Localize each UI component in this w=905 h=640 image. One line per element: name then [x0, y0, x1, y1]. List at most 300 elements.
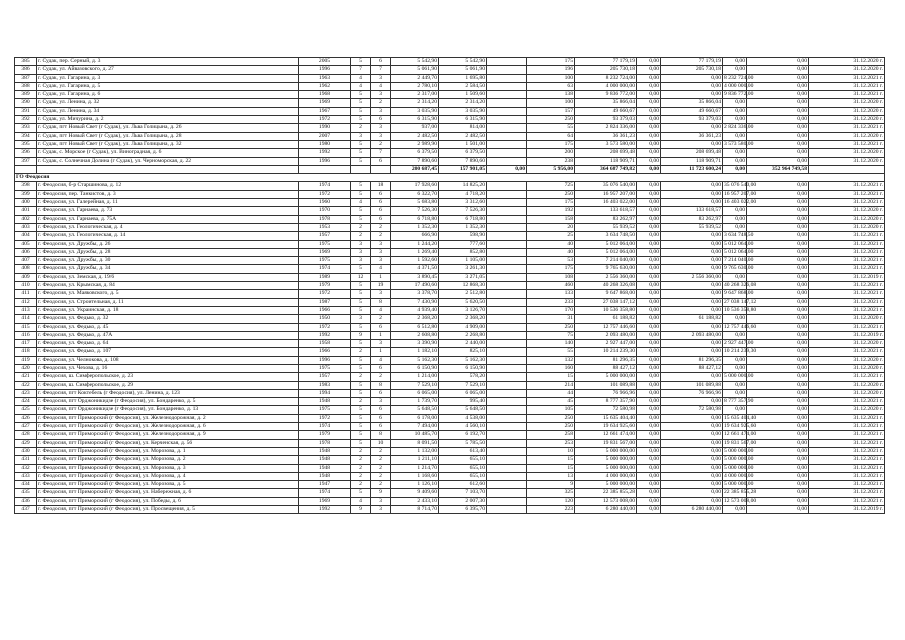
cell-residents: 133: [527, 290, 575, 298]
cell-nonres-area: [487, 406, 527, 414]
cell-entrances: 6: [371, 389, 391, 397]
table-row: [15, 364, 885, 372]
cell-deadline: 31.12.2021 г.: [809, 414, 885, 422]
cell-address: г. Судак, пгт Новый Свет (г Судак), ул. Льва Голицына, д. 26: [37, 124, 299, 132]
cell-floors: 2: [351, 481, 371, 489]
cell-build-year: 1972: [299, 116, 351, 124]
cell-cost-2021: 0,00: [747, 190, 809, 198]
cell-total-area: 6 150,90: [391, 364, 439, 372]
cell-entrances: 6: [371, 423, 391, 431]
cell-cost-zero: 5 000 000,00: [724, 373, 754, 380]
cell-nonres-area: [487, 223, 527, 231]
cell-nonres-area: [487, 423, 527, 431]
cell-floors: 9: [351, 506, 371, 514]
cell-cost-2021: 0,00: [747, 132, 809, 140]
sudak-total-row: [15, 165, 885, 173]
cell-deadline: 31.12.2021 г.: [809, 240, 885, 248]
cell-row-number: 436: [15, 497, 37, 505]
cell-cost-2020: 0,00: [661, 423, 723, 431]
cell-residents: 196: [527, 66, 575, 74]
cell-cost-2020: 0,00: [661, 232, 723, 240]
cell-cost-2021: 0,00: [747, 290, 809, 298]
cell-total-area: 6 512,80: [391, 323, 439, 331]
cell-fund-zero: 0,00: [637, 199, 661, 207]
cell-address: г. Феодосия, ул. Федько, д. 32: [37, 315, 299, 323]
cell-build-year: 1996: [299, 157, 351, 165]
cell-total-cost: 5 000 000,00: [575, 456, 637, 464]
cell-total-area: 3 890,45: [391, 273, 439, 281]
cell-nonres-area: [487, 99, 527, 107]
table-body-feodosia: [15, 182, 885, 514]
cell-nonres-area: [487, 340, 527, 348]
table-row: [15, 423, 885, 431]
cell-nonres-area: [487, 381, 527, 389]
cell-residents: 250: [527, 116, 575, 124]
cell-fund-zero: 0,00: [637, 207, 661, 215]
cell-total-area: 9 409,60: [391, 489, 439, 497]
cell-residents: 9: [527, 481, 575, 489]
cell-address: г. Феодосия, ул. Федько, д. 107: [37, 348, 299, 356]
cell-build-year: 1963: [299, 74, 351, 82]
cell-nonres-area: [487, 389, 527, 397]
cell-fund-zero: 0,00: [637, 472, 661, 480]
cell-fund-zero: 0,00: [637, 464, 661, 472]
cell-cost-2020: 0,00: [661, 282, 723, 290]
cell-cost-2020: 93 379,03: [661, 116, 723, 124]
cell-living-area: 613,40: [439, 447, 487, 455]
cell-floors: 2: [351, 447, 371, 455]
cell-nonres-area: [487, 232, 527, 240]
table-row: [15, 389, 885, 397]
cell-row-number: 390: [15, 99, 37, 107]
cell-build-year: 1994: [299, 389, 351, 397]
cell-total-cost: 3 573 580,00: [575, 140, 637, 148]
cell-build-year: 2007: [299, 132, 351, 140]
cell-build-year: 1948: [299, 398, 351, 406]
cell-fund-zero: 0,00: [637, 481, 661, 489]
cell-fund-zero: 0,00: [637, 364, 661, 372]
cell-row-number: 406: [15, 248, 37, 256]
cell-deadline: 31.12.2020 г.: [809, 389, 885, 397]
cell-row-number: 432: [15, 464, 37, 472]
cell-cost-2021: 0,00: [747, 398, 809, 406]
cell-cost-2021: 0,00: [747, 431, 809, 439]
cell-nonres-area: [487, 82, 527, 90]
cell-total-area: 7 890,60: [391, 157, 439, 165]
cell-nonres-area: [487, 472, 527, 480]
cell-cost-2020: 0,00: [661, 497, 723, 505]
cell-total-cost: 88 427,12: [575, 364, 637, 372]
cell-entrances: 2: [371, 481, 391, 489]
cell-cost-2021: 0,00: [747, 323, 809, 331]
cell-living-area: 4 560,10: [439, 423, 487, 431]
cell-deadline: 31.12.2021 г.: [809, 257, 885, 265]
table-row: [15, 464, 885, 472]
cell-total-area: 2 780,10: [391, 82, 439, 90]
table-row: [15, 132, 885, 140]
cell-total-cost: 12 757 446,60: [575, 323, 637, 331]
cell-residents: 250: [527, 414, 575, 422]
cell-row-number: 421: [15, 373, 37, 381]
cell-entrances: 6: [371, 58, 391, 66]
cell-residents: 45: [527, 398, 575, 406]
cell-total-cost: 81 296,35: [575, 356, 637, 364]
cell-living-area: 14 825,20: [439, 182, 487, 190]
cell-cost-zero: 5 000 000,00: [724, 481, 754, 488]
table-row: [15, 215, 885, 223]
cell-row-number: 413: [15, 306, 37, 314]
cell-build-year: 1983: [299, 381, 351, 389]
document-sheet: [14, 57, 884, 514]
cell-total-area: 2 368,20: [391, 315, 439, 323]
cell-floors: 5: [351, 290, 371, 298]
cell-address: г. Феодосия, пгт Приморский (г Феодосия), ул. Набережная, д. 6: [37, 489, 299, 497]
cell-cost-2020: 118 909,71: [661, 157, 723, 165]
cell-nonres-area: [487, 124, 527, 132]
cell-total-area: 2 482,50: [391, 132, 439, 140]
cell-total-cost: 5 000 000,00: [575, 373, 637, 381]
cell-total-cost: 5 000 000,00: [575, 447, 637, 455]
cell-address: г. Феодосия, пгт Приморский (г Феодосия), ул. Морозова, д. 5: [37, 481, 299, 489]
cell-living-area: 2 482,50: [439, 132, 487, 140]
cell-row-number: 392: [15, 116, 37, 124]
cell-build-year: 1996: [299, 356, 351, 364]
cell-address: г. Судак, ул. Гагарина, д. 6: [37, 91, 299, 99]
cell-build-year: 1948: [299, 456, 351, 464]
cell-cost-zero: 0,00: [723, 149, 747, 157]
cell-deadline: 31.12.2021 г.: [809, 456, 885, 464]
cell-cost-2020: 0,00: [661, 257, 723, 265]
table-row: [15, 323, 885, 331]
cell-build-year: 1953: [299, 223, 351, 231]
cell-cost-zero: 40 268 326,08: [724, 282, 757, 289]
cell-address: г. Феодосия, ул. Чехова, д. 16: [37, 364, 299, 372]
cell-total-cost: 118 909,71: [575, 157, 637, 165]
cell-fund-zero: 0,00: [637, 140, 661, 148]
cell-cost-2020: 2 556 360,00: [661, 273, 723, 281]
cell-fund-zero: 0,00: [637, 182, 661, 190]
cell-row-number: 416: [15, 331, 37, 339]
cell-total-cost: 4 000 000,00: [575, 472, 637, 480]
cell-deadline: 31.12.2021 г.: [809, 348, 885, 356]
cell-entrances: 2: [371, 472, 391, 480]
cell-deadline: 31.12.2021 г.: [809, 199, 885, 207]
cell-address: г. Феодосия, б-р Старшинова, д. 12: [37, 182, 299, 190]
cell-cost-2020: 0,00: [661, 464, 723, 472]
cell-cost-2020: 0,00: [661, 199, 723, 207]
cell-deadline: 31.12.2021 г.: [809, 74, 885, 82]
cell-build-year: 1979: [299, 431, 351, 439]
cell-total-area: 1 182,10: [391, 348, 439, 356]
cell-nonres-area: [487, 182, 527, 190]
cell-cost-2021: 0,00: [747, 232, 809, 240]
cell-deadline: 31.12.2020 г.: [809, 223, 885, 231]
cell-build-year: 1974: [299, 265, 351, 273]
cell-total-area: 1 126,10: [391, 481, 439, 489]
cell-total-area: 2 433,10: [391, 497, 439, 505]
cell-cost-2020: 0,00: [661, 306, 723, 314]
cell-total-cost: 5 000 000,00: [575, 481, 637, 489]
cell-cost-zero: 15 635 404,40: [724, 414, 757, 421]
cell-build-year: 1966: [299, 306, 351, 314]
table-row: [15, 414, 885, 422]
cell-row-number: 400: [15, 199, 37, 207]
cell-residents: 13: [527, 472, 575, 480]
cell-fund-zero: 0,00: [637, 99, 661, 107]
cell-cost-zero: 0,00: [723, 364, 747, 372]
cell-living-area: 6 315,90: [439, 116, 487, 124]
table-row: [15, 140, 885, 148]
cell-cost-zero: 0,00: [723, 506, 747, 514]
cell-build-year: 1972: [299, 290, 351, 298]
cell-cost-2021: 0,00: [747, 406, 809, 414]
table-row: [15, 340, 885, 348]
cell-nonres-area: [487, 140, 527, 148]
cell-floors: 5: [351, 298, 371, 306]
cell-nonres-area: [487, 257, 527, 265]
cell-fund-zero: 0,00: [637, 58, 661, 66]
cell-entrances: 6: [371, 116, 391, 124]
cell-cost-2021: 0,00: [747, 497, 809, 505]
cell-deadline: 31.12.2021 г.: [809, 82, 885, 90]
cell-floors: 12: [351, 273, 371, 281]
cell-entrances: 2: [371, 373, 391, 381]
cell-fund-zero: 0,00: [637, 340, 661, 348]
cell-build-year: 1969: [299, 497, 351, 505]
cell-living-area: 852,80: [439, 248, 487, 256]
cell-cost-zero: 3 634 748,50: [724, 232, 754, 239]
cell-living-area: 598,90: [439, 232, 487, 240]
cell-entrances: 2: [371, 223, 391, 231]
cell-nonres-area: [487, 273, 527, 281]
cell-entrances: 8: [371, 431, 391, 439]
cell-address: г. Судак, пгт Новый Свет (г Судак), ул. Льва Голицына, д. 28: [37, 132, 299, 140]
cell-address: г. Судак, ул. Айвазовского, д. 27: [37, 66, 299, 74]
cell-residents: 108: [527, 273, 575, 281]
cell-entrances: 10: [371, 439, 391, 447]
cell-cost-zero: 0,00: [723, 116, 747, 124]
cell-floors: 3: [351, 248, 371, 256]
cell-living-area: 4 718,20: [439, 190, 487, 198]
table-row: [15, 497, 885, 505]
cell-floors: 5: [351, 157, 371, 165]
cell-cost-2020: 35 866,04: [661, 99, 723, 107]
cell-deadline: 31.12.2021 г.: [809, 232, 885, 240]
cell-floors: 5: [351, 414, 371, 422]
cell-fund-zero: 0,00: [637, 91, 661, 99]
cell-deadline: 31.12.2020 г.: [809, 149, 885, 157]
table-row: [15, 149, 885, 157]
cell-fund-zero: 0,00: [637, 232, 661, 240]
cell-residents: 175: [527, 58, 575, 66]
table-row: [15, 282, 885, 290]
cell-build-year: 1947: [299, 481, 351, 489]
cell-cost-2020: 0,00: [661, 82, 723, 90]
cell-build-year: 1978: [299, 215, 351, 223]
cell-total-cost: 2 093 480,00: [575, 331, 637, 339]
cell-residents: 63: [527, 82, 575, 90]
cell-floors: 2: [351, 124, 371, 132]
cell-cost-2021: 0,00: [747, 182, 809, 190]
cell-residents: 258: [527, 431, 575, 439]
cell-cost-2021: 0,00: [747, 447, 809, 455]
cell-total-area: 1 269,40: [391, 248, 439, 256]
cell-total-cost: 27 038 147,12: [575, 298, 637, 306]
cell-entrances: 3: [371, 91, 391, 99]
cell-residents: 15: [527, 464, 575, 472]
cell-total-area: 2 317,00: [391, 91, 439, 99]
cell-residents: 250: [527, 190, 575, 198]
cell-entrances: 3: [371, 257, 391, 265]
cell-cost-zero: 0,00: [723, 107, 747, 115]
cell-nonres-area: [487, 364, 527, 372]
cell-entrances: 6: [371, 414, 391, 422]
cell-deadline: 31.12.2021 г.: [809, 140, 885, 148]
table-row: [15, 240, 885, 248]
cell-build-year: 1969: [299, 248, 351, 256]
cell-deadline: 31.12.2020 г.: [809, 215, 885, 223]
cell-build-year: 1992: [299, 149, 351, 157]
cell-cost-zero: 0,00: [723, 99, 747, 107]
cell-living-area: 2 268,80: [439, 331, 487, 339]
cell-living-area: 3 312,60: [439, 199, 487, 207]
cell-cost-2020: 61 188,82: [661, 315, 723, 323]
cell-nonres-area: [487, 290, 527, 298]
cell-entrances: 3: [371, 506, 391, 514]
cell-living-area: 5 620,50: [439, 298, 487, 306]
cell-residents: 31: [527, 315, 575, 323]
cell-residents: 100: [527, 74, 575, 82]
cell-nonres-area: [487, 132, 527, 140]
cell-total-area: 666,90: [391, 232, 439, 240]
cell-deadline: 31.12.2020 г.: [809, 116, 885, 124]
cell-total-cost: 19 831 567,00: [575, 439, 637, 447]
total-nonres-area: 0,00: [487, 165, 527, 173]
cell-cost-zero: 8 232 724,00: [724, 74, 754, 81]
cell-cost-2020: 101 089,88: [661, 381, 723, 389]
cell-address: г. Феодосия, ул. Геологическая, д. 4: [37, 223, 299, 231]
cell-cost-2021: 0,00: [747, 481, 809, 489]
cell-total-area: 6 178,00: [391, 414, 439, 422]
table-row: [15, 116, 885, 124]
cell-build-year: 1975: [299, 364, 351, 372]
cell-fund-zero: 0,00: [637, 398, 661, 406]
cell-fund-zero: 0,00: [637, 282, 661, 290]
cell-deadline: 31.12.2021 г.: [809, 472, 885, 480]
cell-cost-zero: 9 765 630,00: [724, 265, 754, 272]
cell-row-number: 425: [15, 406, 37, 414]
cell-residents: 100: [527, 99, 575, 107]
cell-deadline: 31.12.2020 г.: [809, 157, 885, 165]
cell-floors: 5: [351, 107, 371, 115]
cell-fund-zero: 0,00: [637, 273, 661, 281]
cell-fund-zero: 0,00: [637, 447, 661, 455]
cell-deadline: 31.12.2020 г.: [809, 364, 885, 372]
cell-fund-zero: 0,00: [637, 381, 661, 389]
cell-residents: 175: [527, 140, 575, 148]
cell-deadline: 31.12.2020 г.: [809, 58, 885, 66]
cell-fund-zero: 0,00: [637, 248, 661, 256]
cell-floors: 5: [351, 381, 371, 389]
cell-floors: 7: [351, 66, 371, 74]
cell-residents: 64: [527, 132, 575, 140]
cell-fund-zero: 0,00: [637, 423, 661, 431]
cell-cost-2020: 0,00: [661, 140, 723, 148]
cell-total-area: 4 939,40: [391, 306, 439, 314]
cell-entrances: 2: [371, 315, 391, 323]
cell-cost-zero: 0,00: [723, 356, 747, 364]
cell-cost-2021: 0,00: [747, 439, 809, 447]
cell-deadline: 31.12.2020 г.: [809, 315, 885, 323]
cell-cost-2021: 0,00: [747, 199, 809, 207]
cell-row-number: 431: [15, 456, 37, 464]
table-row: [15, 481, 885, 489]
cell-fund-zero: 0,00: [637, 124, 661, 132]
cell-cost-2021: 0,00: [747, 356, 809, 364]
table-row: [15, 431, 885, 439]
cell-total-cost: 16 403 022,00: [575, 199, 637, 207]
cell-address: г. Феодосия, ул. Строительная, д. 11: [37, 298, 299, 306]
cell-residents: 250: [527, 323, 575, 331]
cell-cost-2021: 0,00: [747, 257, 809, 265]
cell-floors: 5: [351, 140, 371, 148]
cell-deadline: 31.12.2021 г.: [809, 290, 885, 298]
cell-deadline: 31.12.2021 г.: [809, 91, 885, 99]
cell-fund-zero: 0,00: [637, 157, 661, 165]
cell-total-area: 1 592,60: [391, 257, 439, 265]
cell-total-cost: 9 836 772,00: [575, 91, 637, 99]
cell-nonres-area: [487, 331, 527, 339]
cell-row-number: 394: [15, 132, 37, 140]
cell-total-cost: 8 232 724,00: [575, 74, 637, 82]
cell-floors: 5: [351, 489, 371, 497]
cell-total-cost: 35 866,04: [575, 99, 637, 107]
cell-row-number: 420: [15, 364, 37, 372]
cell-residents: 325: [527, 489, 575, 497]
cell-floors: 5: [351, 323, 371, 331]
table-row: [15, 356, 885, 364]
cell-deadline: 31.12.2021 г.: [809, 447, 885, 455]
total-area: 200 687,45: [391, 165, 439, 173]
table-row: [15, 182, 885, 190]
cell-floors: 5: [351, 364, 371, 372]
cell-entrances: 19: [371, 282, 391, 290]
cell-floors: 3: [351, 315, 371, 323]
cell-cost-2021: 0,00: [747, 306, 809, 314]
cell-total-cost: 93 379,03: [575, 116, 637, 124]
cell-cost-2021: 0,00: [747, 298, 809, 306]
cell-total-area: 10 485,70: [391, 431, 439, 439]
cell-entrances: 1: [371, 331, 391, 339]
cell-nonres-area: [487, 439, 527, 447]
cell-total-cost: 208 699,48: [575, 149, 637, 157]
cell-row-number: 435: [15, 489, 37, 497]
cell-living-area: 2 368,20: [439, 315, 487, 323]
cell-address: г. Феодосия, пгт Приморский (г Феодосия), ул. Просвещения, д. 5: [37, 506, 299, 514]
cell-deadline: 31.12.2021 г.: [809, 398, 885, 406]
cell-total-cost: 205 730,18: [575, 66, 637, 74]
table-row: [15, 331, 885, 339]
cell-total-cost: 2 927 447,00: [575, 340, 637, 348]
cell-cost-2020: 0,00: [661, 240, 723, 248]
cell-cost-2020: 0,00: [661, 290, 723, 298]
cell-cost-2020: 0,00: [661, 489, 723, 497]
cell-total-cost: 5 000 000,00: [575, 464, 637, 472]
cell-row-number: 391: [15, 107, 37, 115]
cell-nonres-area: [487, 248, 527, 256]
cell-cost-2020: 0,00: [661, 298, 723, 306]
cell-entrances: 9: [371, 489, 391, 497]
